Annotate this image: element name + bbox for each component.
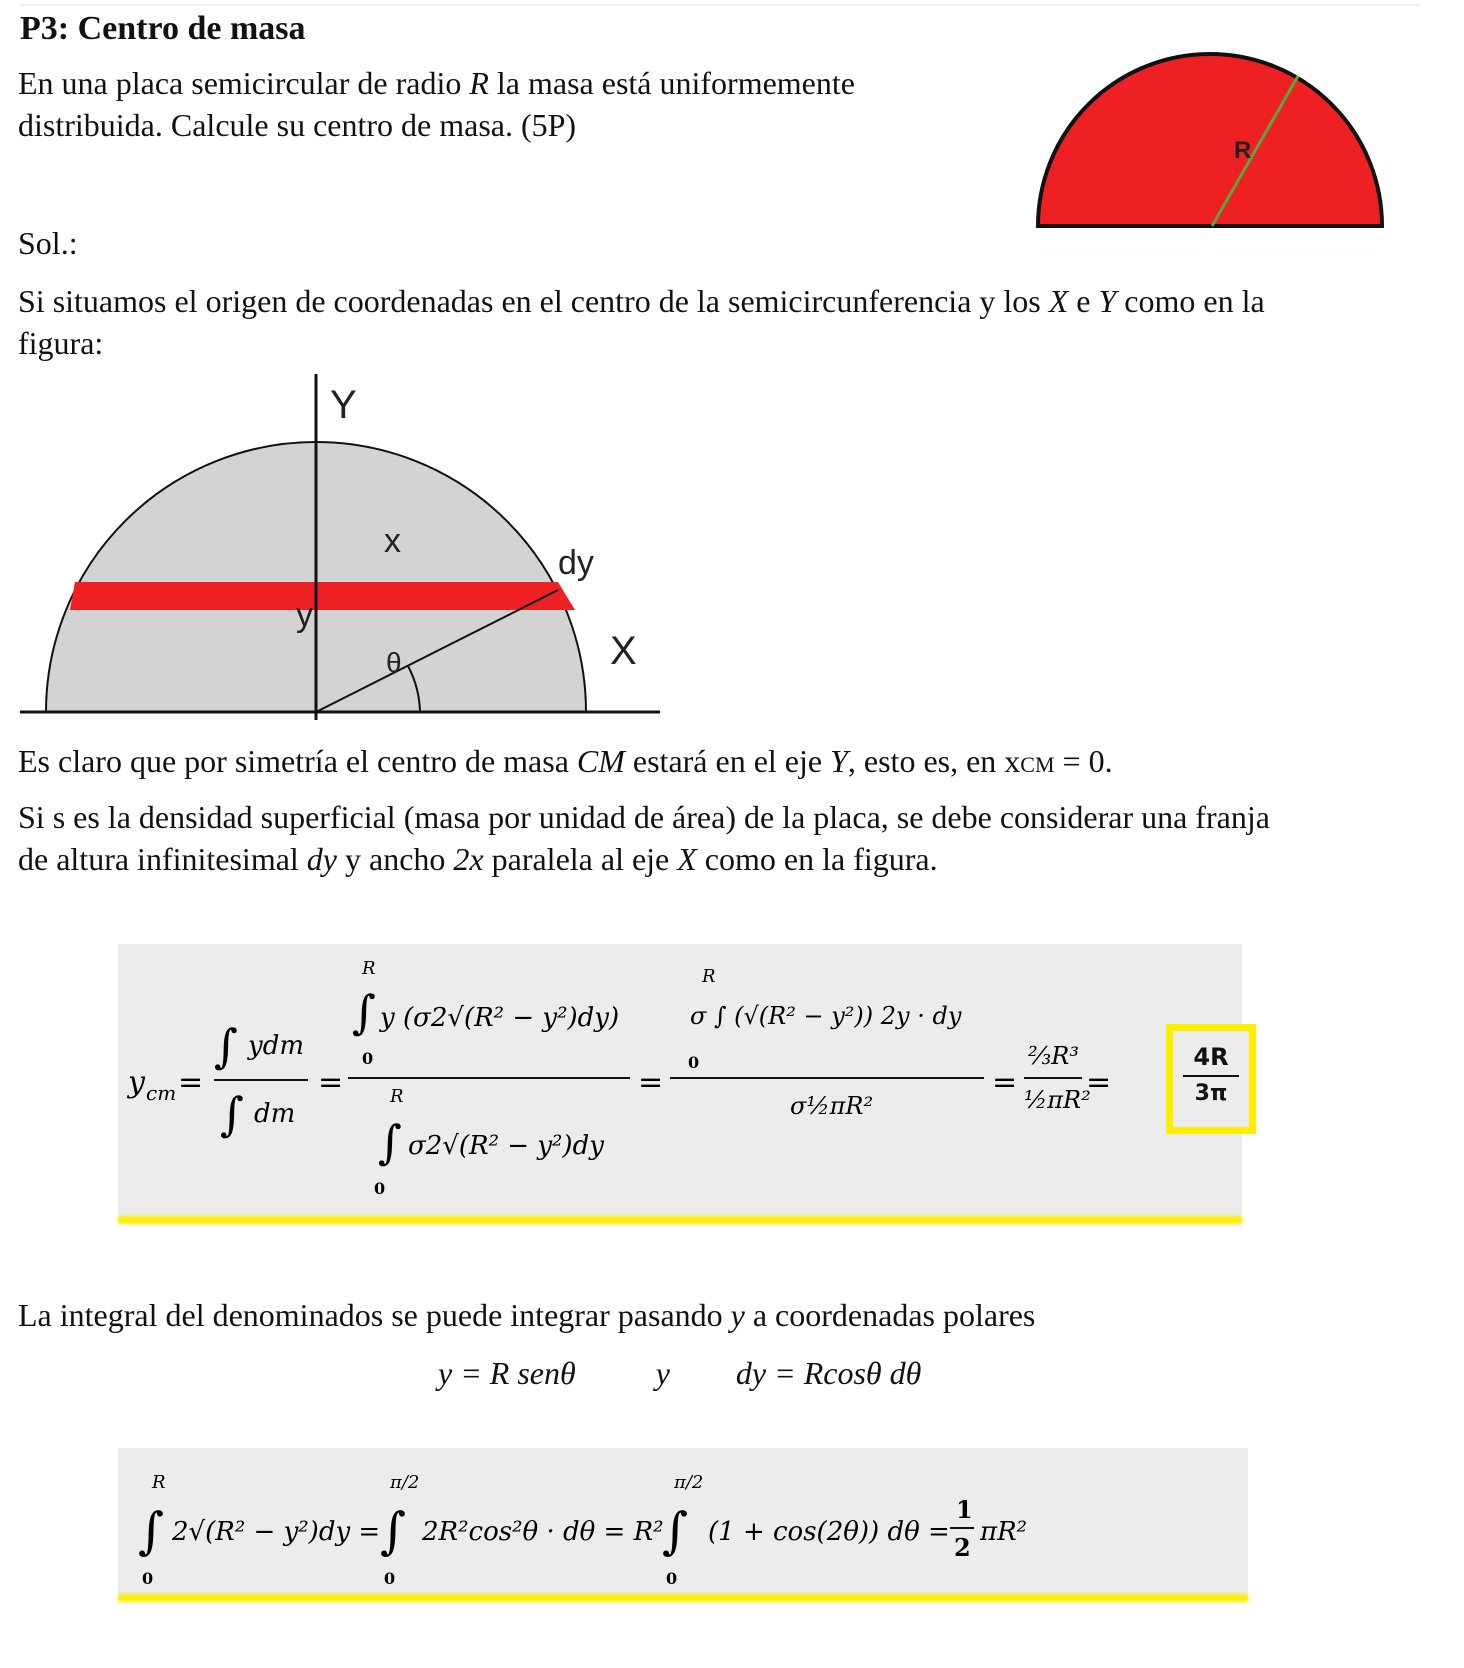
eq2-integral-1: ∫ [138, 1502, 165, 1560]
top-rule [20, 4, 1420, 6]
eq1-integral-den2: ∫ [378, 1115, 402, 1169]
eq2-lower-1: 0 [142, 1569, 154, 1588]
coordinate-figure [20, 374, 670, 724]
eq1-integral-num2: ∫ [352, 985, 376, 1039]
eq2-frac-den: 2 [954, 1533, 971, 1562]
label-x: x [384, 522, 401, 560]
eq1-num1: ydm [248, 1031, 304, 1061]
eq2-frac-num: 1 [956, 1495, 973, 1524]
eq1-lower-1: 0 [362, 1049, 374, 1068]
polar-intro: La integral del denominados se puede integrar pasando y a coordenadas polares [18, 1297, 1036, 1333]
eq1-equals-4: = [992, 1065, 1018, 1100]
eq1-den3: σ½πR² [790, 1092, 874, 1120]
centroid-equation [118, 944, 1242, 1220]
result-denominator: 3π [1194, 1081, 1228, 1106]
eq1-den2: σ2√(R² − y²)dy [408, 1131, 604, 1161]
solution-label: Sol.: [18, 225, 78, 261]
polar-eq-dy: dy = Rcosθ dθ [735, 1355, 922, 1391]
red-strip [70, 582, 575, 610]
eq1-upper-1: R [362, 958, 376, 979]
eq1-den4: ½πR² [1024, 1086, 1091, 1114]
intro-paragraph: Si situamos el origen de coordenadas en el centro de la semicircunferencia y los X e Y como en la figura: [18, 283, 1265, 361]
problem-title: P3: Centro de masa [20, 10, 306, 47]
symmetry-paragraph: Es claro que por simetría el centro de masa CM estará en el eje Y, esto es, en xCM = 0. [18, 743, 1113, 779]
eq1-equals-3: = [638, 1065, 664, 1100]
eq1-upper-3: R [702, 966, 716, 987]
problem-statement: En una placa semicircular de radio R la masa está uniformemente distribuida. Calcule su centro de masa. (5P) [18, 65, 855, 143]
eq2-integral-3: ∫ [662, 1502, 689, 1560]
eq1-lhs-sub: cm [146, 1081, 177, 1105]
eq2-lower-2: 0 [384, 1569, 396, 1588]
eq1-num3: σ ∫ (√(R² − y²)) 2y · dy [690, 1002, 962, 1030]
eq2-upper-2: π/2 [390, 1472, 420, 1493]
density-paragraph: Si s es la densidad superficial (masa por unidad de área) de la placa, se debe considerar una franja de altura infinitesimal dy y ancho 2x paralela al eje X como en la figura. [18, 799, 1270, 877]
eq2-term-2: 2R²cos²θ · dθ = R² [422, 1517, 664, 1547]
polar-equations [438, 1352, 998, 1394]
eq2-term-4: πR² [980, 1517, 1028, 1547]
eq2-term-3: (1 + cos(2θ)) dθ = [708, 1517, 950, 1547]
eq1-num4: ⅔R³ [1028, 1042, 1079, 1070]
semicircle-plate [1038, 54, 1382, 226]
result-box [1166, 1024, 1256, 1134]
eq1-num2: y (σ2√(R² − y²)dy) [380, 1003, 620, 1033]
eq1-equals-5: = [1086, 1065, 1112, 1100]
polar-eq-y: y = R senθ [438, 1355, 576, 1391]
eq1-lower-2: 0 [374, 1179, 386, 1198]
eq2-upper-1: R [152, 1472, 166, 1493]
axis-y-label: Y [330, 383, 357, 427]
label-dy: dy [558, 544, 594, 582]
eq1-lower-3: 0 [688, 1053, 700, 1072]
eq1-integral-den1: ∫ [220, 1087, 244, 1141]
result-numerator: 4R [1193, 1043, 1229, 1071]
eq1-lhs: y [128, 1065, 145, 1100]
eq1-integral-num1: ∫ [214, 1019, 238, 1073]
polar-integral-equation [118, 1448, 1248, 1598]
axis-x-label: X [610, 629, 637, 673]
result-fraction-bar [1183, 1075, 1239, 1077]
eq2-upper-3: π/2 [674, 1472, 704, 1493]
eq1-equals-1: = [178, 1065, 204, 1100]
eq1-den1: dm [254, 1099, 296, 1129]
eq1-equals-2: = [318, 1065, 344, 1100]
eq1-upper-2: R [390, 1086, 404, 1107]
eq2-lower-3: 0 [666, 1569, 678, 1588]
label-theta: θ [386, 647, 402, 678]
semicircle-figure [1030, 46, 1390, 232]
radius-label: R [1234, 137, 1252, 164]
polar-eq-and: y [655, 1355, 670, 1391]
eq2-term-1: 2√(R² − y²)dy = [172, 1517, 381, 1547]
label-y: y [296, 596, 313, 634]
eq2-integral-2: ∫ [380, 1502, 407, 1560]
